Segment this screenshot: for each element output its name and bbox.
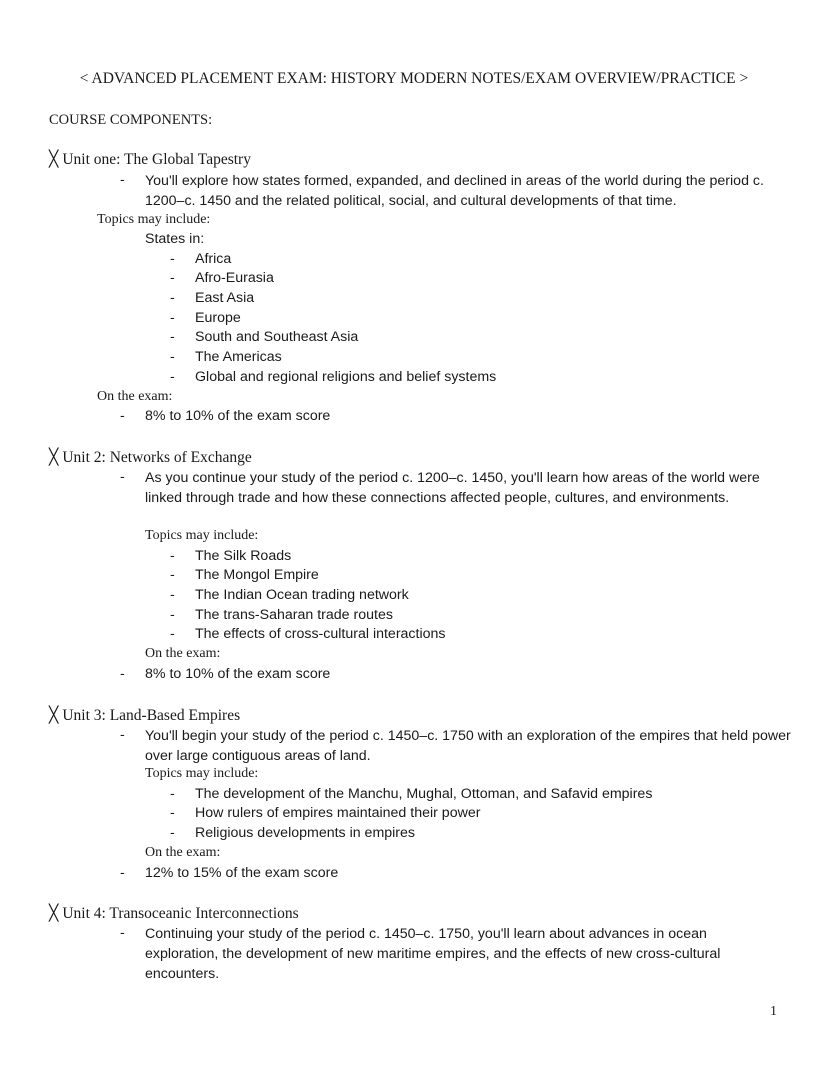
x-mark-icon: ╳ <box>49 905 59 922</box>
bullet-dash: - <box>170 329 175 345</box>
bullet-dash: - <box>170 626 175 642</box>
list-item: Europe <box>195 310 241 326</box>
unit-2-exam-score: 8% to 10% of the exam score <box>145 666 331 682</box>
bullet-dash: - <box>120 865 125 881</box>
bullet-dash: - <box>170 251 175 267</box>
bullet-dash: - <box>170 825 175 841</box>
document-title: < ADVANCED PLACEMENT EXAM: HISTORY MODERN NOTES/EXAM OVERVIEW/PRACTICE > <box>79 70 749 87</box>
page-number: 1 <box>770 1004 777 1019</box>
bullet-dash: - <box>120 469 125 485</box>
list-item: The Silk Roads <box>195 548 292 564</box>
unit-2-title: Unit 2: Networks of Exchange <box>62 449 252 466</box>
unit-2-description: As you continue your study of the period c. 1200–c. 1450, you'll learn how areas of the world were linked through trade and how these connections affected people, cultures, and environments. <box>145 470 760 506</box>
list-item: The effects of cross-cultural interactions <box>195 626 446 642</box>
unit-3-exam-score: 12% to 15% of the exam score <box>145 865 339 881</box>
unit-1-exam-label: On the exam: <box>97 389 173 404</box>
list-item: The Americas <box>195 349 282 365</box>
bullet-dash: - <box>120 925 125 941</box>
list-item: The Indian Ocean trading network <box>195 587 409 603</box>
unit-3-title: Unit 3: Land-Based Empires <box>62 707 241 724</box>
x-mark-icon: ╳ <box>49 151 59 168</box>
bullet-dash: - <box>120 727 125 743</box>
bullet-dash: - <box>170 567 175 583</box>
unit-1-title: Unit one: The Global Tapestry <box>62 151 251 168</box>
bullet-dash: - <box>170 290 175 306</box>
list-item: South and Southeast Asia <box>195 329 359 345</box>
list-item: Africa <box>195 251 232 267</box>
unit-2-heading <box>49 448 252 467</box>
unit-3-description: You'll begin your study of the period c. 1450–c. 1750 with an exploration of the empires that held power over large contiguous areas of land. <box>145 728 791 764</box>
bullet-dash: - <box>170 369 175 385</box>
bullet-dash: - <box>170 786 175 802</box>
x-mark-icon: ╳ <box>49 449 59 466</box>
unit-2-topics-label: Topics may include: <box>145 528 259 543</box>
list-item: East Asia <box>195 290 255 306</box>
bullet-dash: - <box>170 270 175 286</box>
bullet-dash: - <box>170 607 175 623</box>
list-item: Global and regional religions and belief systems <box>195 369 497 385</box>
list-item: How rulers of empires maintained their power <box>195 805 481 821</box>
x-mark-icon: ╳ <box>49 707 59 724</box>
unit-2-exam-label: On the exam: <box>145 646 221 661</box>
list-item: The development of the Manchu, Mughal, Ottoman, and Safavid empires <box>195 786 653 802</box>
bullet-dash: - <box>120 408 125 424</box>
unit-3-heading <box>49 706 240 725</box>
list-item: The trans-Saharan trade routes <box>195 607 393 623</box>
unit-4-heading <box>49 904 299 923</box>
unit-1-description: You'll explore how states formed, expanded, and declined in areas of the world during the period c. 1200–c. 1450 and the related political, social, and cultural developments of that time. <box>145 173 764 209</box>
unit-1-heading <box>49 150 251 169</box>
course-components-heading: COURSE COMPONENTS: <box>49 112 213 128</box>
bullet-dash: - <box>170 310 175 326</box>
unit-4-description: Continuing your study of the period c. 1450–c. 1750, you'll learn about advances in ocean exploration, the development of new maritime empires, and the effects of new cross-cultural encounters. <box>145 926 721 982</box>
unit-3-exam-label: On the exam: <box>145 845 221 860</box>
bullet-dash: - <box>170 805 175 821</box>
unit-1-exam-score: 8% to 10% of the exam score <box>145 408 331 424</box>
bullet-dash: - <box>170 548 175 564</box>
bullet-dash: - <box>170 587 175 603</box>
list-item: The Mongol Empire <box>195 567 319 583</box>
unit-4-title: Unit 4: Transoceanic Interconnections <box>62 905 299 922</box>
bullet-dash: - <box>170 349 175 365</box>
list-item: Afro-Eurasia <box>195 270 274 286</box>
unit-1-subheading: States in: <box>145 231 205 247</box>
list-item: Religious developments in empires <box>195 825 416 841</box>
unit-3-topics-label: Topics may include: <box>145 766 259 781</box>
bullet-dash: - <box>120 666 125 682</box>
unit-1-topics-label: Topics may include: <box>97 212 211 227</box>
bullet-dash: - <box>120 172 125 188</box>
